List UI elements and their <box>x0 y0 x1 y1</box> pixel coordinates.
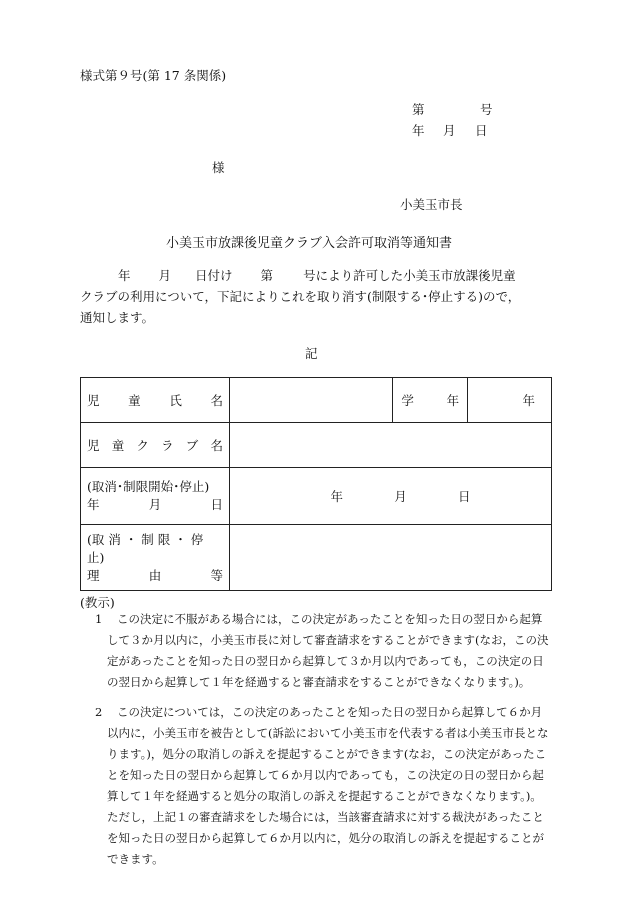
addressee-suffix: 様 <box>212 160 225 175</box>
document-title: 小美玉市放課後児童クラブ入会許可取消等通知書 <box>166 236 453 251</box>
date-year-label: 年 <box>412 123 425 138</box>
note-text: この決定については，この決定のあったことを知った日の翌日から起算して６か月以内に，小美玉市を被告として(訴訟において小美玉市を代表する者は小美玉市長となります。)，処分の取消しの訴えを提起することができます(なお，この決定があったことを知った日の翌日から起算して６か月以内であっても，この決定の日の翌日から起算して１年を経過すると処分の取消しの訴えを提起することができなくなります。)。ただし，上記１の審査請求をした場合には，当該審査請求に対する裁決があったことを知った日の翌日から起算して６か月以内に，処分の取消しの訴えを提起することができます。 <box>107 705 549 866</box>
club-name-value <box>230 423 552 468</box>
body-text1: 号により許可した小美玉市放課後児童 <box>303 268 516 283</box>
child-name-value <box>230 378 393 423</box>
club-name-label: 児 童 ク ラ ブ 名 <box>81 423 230 468</box>
child-name-row <box>81 378 552 423</box>
doc-number-label: 第 <box>412 102 425 117</box>
grade-label: 学 年 <box>393 378 468 423</box>
body-year: 年 <box>118 268 131 283</box>
body-date-suffix: 日付け <box>195 268 233 283</box>
grade-value: 年 <box>468 378 552 423</box>
notes-heading: (教示) <box>80 595 115 610</box>
club-name-row <box>81 423 552 468</box>
note-2 <box>95 702 550 870</box>
body-paragraph <box>80 265 550 328</box>
body-dai: 第 <box>260 268 274 283</box>
child-name-label: 児 童 氏 名 <box>81 378 230 423</box>
reason-value <box>230 525 552 591</box>
date-row-label: (取消･制限開始･停止) 年 月 日 <box>81 468 230 525</box>
ki-heading: 記 <box>305 346 318 361</box>
date-month-label: 月 <box>443 123 456 138</box>
note-text: この決定に不服がある場合には，この決定があったことを知った日の翌日から起算して３か月以内に，小美玉市長に対して審査請求をすることができます(なお，この決定があったことを知った日の翌日から起算して３か月以内であっても，この決定の日の翌日から起算して１年を経過すると審査請求をすることができなくなります。)。 <box>107 612 549 689</box>
issuer-name: 小美玉市長 <box>400 197 463 212</box>
reason-row <box>81 525 552 591</box>
body-month: 月 <box>158 268 172 283</box>
form-number: 様式第９号(第 17 条関係) <box>80 68 227 83</box>
body-text3: 通知します。 <box>80 310 155 325</box>
date-day-label: 日 <box>475 123 488 138</box>
detail-table <box>80 377 552 591</box>
body-text2: クラブの利用について，下記によりこれを取り消す(制限する･停止する)ので， <box>80 289 521 304</box>
reason-label: (取 消 ・ 制 限 ・ 停 止) 理 由 等 <box>81 525 230 591</box>
date-row-value: 年 月 日 <box>230 468 552 525</box>
note-1 <box>95 609 550 693</box>
doc-number-suffix: 号 <box>480 102 493 117</box>
note-number: 1 <box>95 612 103 626</box>
note-number: 2 <box>95 705 103 719</box>
date-row <box>81 468 552 525</box>
